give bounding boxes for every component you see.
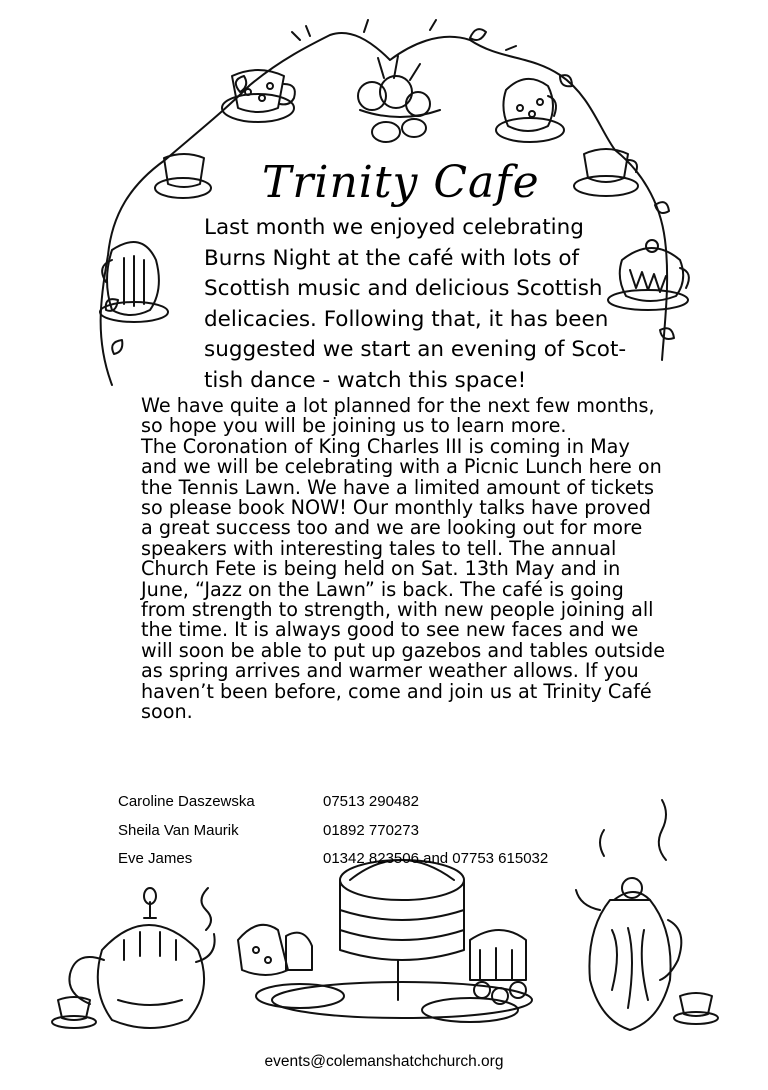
steam-right-icon [600,800,666,860]
cake-slices-left-icon [238,925,344,1008]
body-line: the Tennis Lawn. We have a limited amount of tickets [141,475,655,499]
body-line: the time. It is always good to see new faces and we [141,618,639,642]
intro-line: Last month we enjoyed celebrating [204,215,584,240]
intro-paragraph [204,213,627,397]
cupcakes-right-icon [422,930,526,1022]
contact-name: Caroline Daszewska [118,793,255,810]
teacup-bottom-right-icon [674,993,718,1024]
intro-line: delicacies. Following that, it has been [204,306,609,332]
body-line: Church Fete is being held on Sat. 13th May and in [141,557,621,581]
body-line: will soon be able to put up gazebos and tables outside [141,638,665,662]
teacup-right-icon [574,149,638,196]
jug-top-right-icon [496,79,564,142]
contact-phone: 07513 290482 [323,793,419,810]
contact-email: events@colemanshatchchurch.org [264,1053,504,1070]
contact-row [118,817,548,846]
contact-name: Eve James [118,850,193,867]
contact-row [118,845,548,874]
flower-bowl-top-icon [358,56,440,142]
intro-line: Scottish music and delicious Scottish [204,276,603,302]
body-line: The Coronation of King Charles III is coming in May [141,434,630,458]
contact-name: Sheila Van Maurik [118,821,239,839]
contact-phone: 01342 823506 and 07753 615032 [323,850,549,867]
body-line: speakers with interesting tales to tell. The annual [141,536,617,560]
contact-phone: 01892 770273 [323,821,419,839]
steam-left-icon [201,888,211,930]
body-line: We have quite a lot planned for the next few months, [141,394,655,417]
body-line: as spring arrives and warmer weather allows. If you [141,659,639,683]
body-line: and we will be celebrating with a Picnic Lunch here on [141,455,662,479]
teacup-bottom-left-icon [52,997,96,1028]
body-line: June, “Jazz on the Lawn” is back. The café is going [141,577,624,601]
contact-list [118,788,548,874]
body-line: from strength to strength, with new people joining all [141,598,654,622]
body-line: so please book NOW! Our monthly talks have proved [141,496,651,520]
jug-bottom-right-icon [576,878,681,1030]
main-paragraph [141,394,665,724]
page-title: Trinity Cafe [262,157,540,208]
teacup-left-icon [155,154,211,198]
body-line: soon. [141,700,193,724]
body-line: a great success too and we are looking out for more [141,516,643,540]
teapot-bottom-left-icon [69,888,214,1028]
body-line: so hope you will be joining us to learn more. [141,414,567,438]
body-line: haven’t been before, come and join us at Trinity Café [141,679,652,703]
intro-line: suggested we start an evening of Scot- [204,337,627,363]
contact-row [118,788,548,817]
intro-line: tish dance - watch this space! [204,367,527,393]
intro-line: Burns Night at the café with lots of [204,245,580,271]
